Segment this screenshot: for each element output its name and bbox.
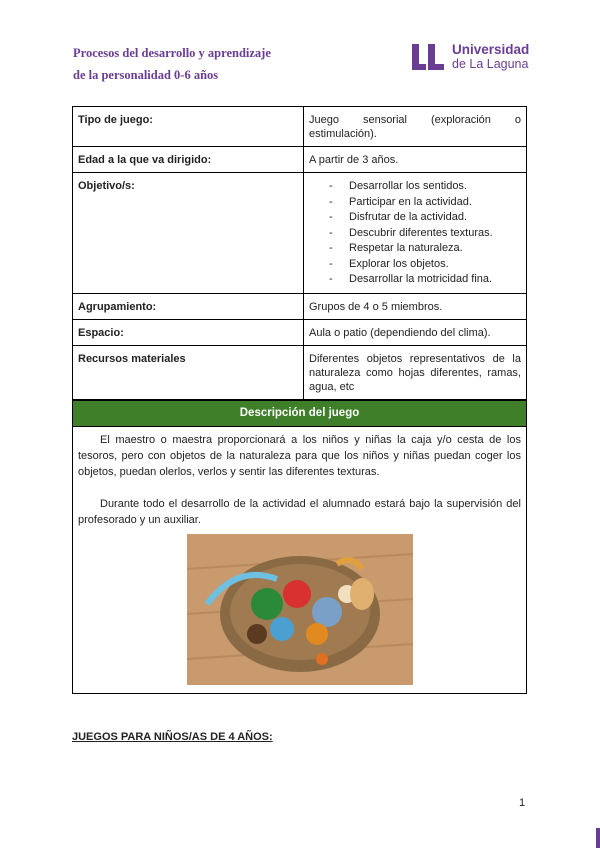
recursos-value: Diferentes objetos representativos de la naturaleza como hojas diferentes, ramas, agua, etc bbox=[304, 345, 527, 399]
description-heading: Descripción del juego bbox=[73, 401, 526, 427]
table-row bbox=[73, 345, 527, 399]
description-body bbox=[73, 427, 526, 528]
list-item: - Disfrutar de la actividad. bbox=[349, 210, 521, 226]
ull-logo-icon bbox=[410, 42, 446, 72]
objectives-list bbox=[309, 179, 521, 288]
description-paragraph-1: El maestro o maestra proporcionará a los niños y niñas la caja y/o cesta de los tesoros, pero con objetos de la naturaleza para que los niños y niñas puedan coger los objetos, puedan olerlos, verlos y sentir las diferentes texturas. bbox=[78, 434, 521, 478]
objetivo-value bbox=[304, 173, 527, 294]
list-item: - Respetar la naturaleza. bbox=[349, 241, 521, 257]
logo-text-line2: de La Laguna bbox=[452, 57, 529, 71]
table-row bbox=[73, 293, 527, 319]
document-header-title bbox=[73, 42, 271, 86]
list-item: - Desarrollar la motricidad fina. bbox=[349, 272, 521, 288]
agrupamiento-value: Grupos de 4 o 5 miembros. bbox=[304, 293, 527, 319]
edad-value: A partir de 3 años. bbox=[304, 147, 527, 173]
tipo-value: Juego sensorial (exploración o estimulación). bbox=[304, 107, 527, 147]
agrupamiento-label: Agrupamiento: bbox=[73, 293, 304, 319]
edad-label: Edad a la que va dirigido: bbox=[73, 147, 304, 173]
game-info-table bbox=[72, 106, 527, 400]
header-title-line1: Procesos del desarrollo y aprendizaje bbox=[73, 46, 271, 60]
objetivo-label: Objetivo/s: bbox=[73, 173, 304, 294]
section-title bbox=[72, 731, 273, 743]
logo-text-line1: Universidad bbox=[452, 42, 530, 57]
list-item: - Desarrollar los sentidos. bbox=[349, 179, 521, 195]
page-number: 1 bbox=[519, 797, 526, 809]
list-item: - Descubrir diferentes texturas. bbox=[349, 226, 521, 242]
espacio-label: Espacio: bbox=[73, 319, 304, 345]
tipo-label: Tipo de juego: bbox=[73, 107, 304, 147]
table-row bbox=[73, 319, 527, 345]
recursos-label: Recursos materiales bbox=[73, 345, 304, 399]
list-item: - Explorar los objetos. bbox=[349, 257, 521, 273]
espacio-value: Aula o patio (dependiendo del clima). bbox=[304, 319, 527, 345]
table-row bbox=[73, 173, 527, 294]
table-row bbox=[73, 107, 527, 147]
header-title-line2: de la personalidad 0-6 años bbox=[73, 68, 219, 82]
edge-mark bbox=[596, 828, 600, 848]
section-title-colon: : bbox=[269, 731, 273, 743]
description-paragraph-2: Durante todo el desarrollo de la actividad el alumnado estará bajo la supervisión del profesorado y un auxiliar. bbox=[78, 498, 521, 526]
university-logo bbox=[410, 42, 529, 72]
list-item: - Participar en la actividad. bbox=[349, 195, 521, 211]
section-title-text: JUEGOS PARA NIÑOS/AS DE 4 AÑOS bbox=[72, 731, 270, 743]
table-row bbox=[73, 147, 527, 173]
description-box bbox=[72, 400, 527, 694]
treasure-basket-photo bbox=[187, 534, 413, 685]
